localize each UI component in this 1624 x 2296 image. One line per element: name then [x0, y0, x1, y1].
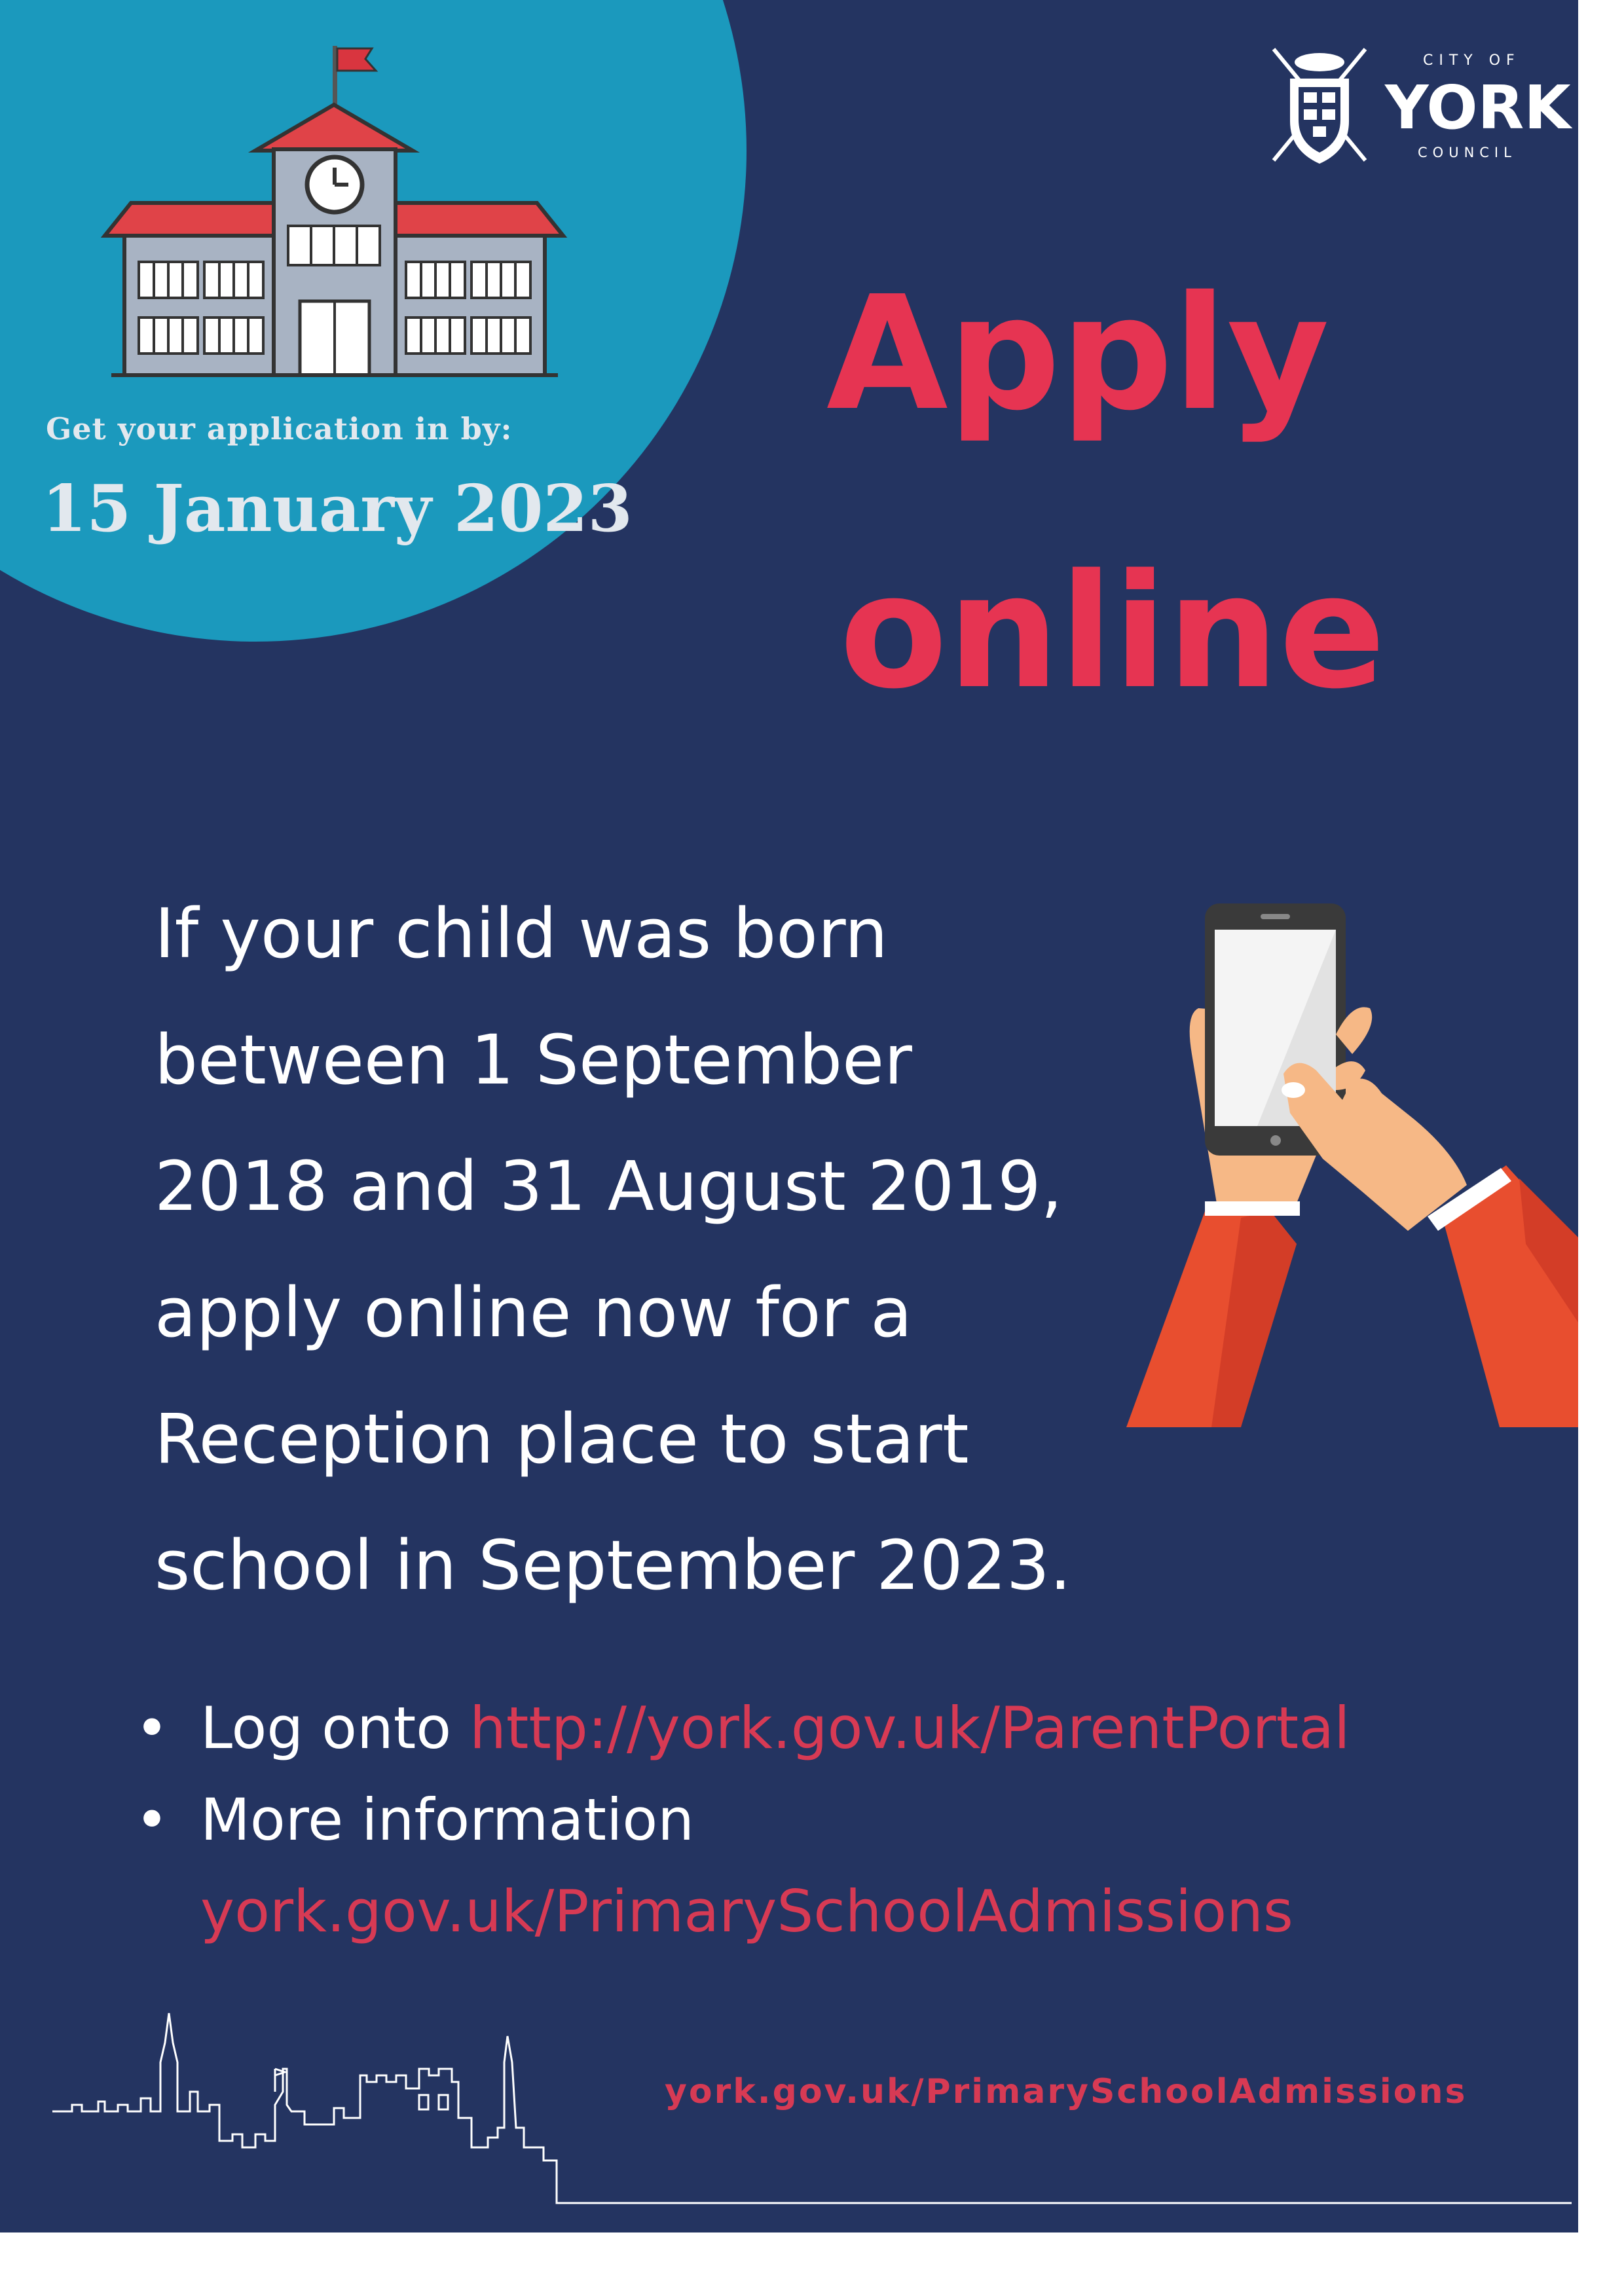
footer-url: york.gov.uk/PrimarySchoolAdmissions: [665, 2072, 1467, 2111]
body-text: [155, 871, 1150, 1629]
headline-line-2: online: [840, 540, 1386, 723]
bullet-more-info: [135, 1774, 1350, 1866]
deadline-label: Get your application in by:: [46, 411, 513, 446]
body-line-3: 2018 and 31 August 2019,: [155, 1146, 1063, 1226]
phone-in-hands-icon: [1126, 903, 1578, 1427]
logo-line-1: CITY OF: [1423, 52, 1521, 69]
info-bullets: [135, 1683, 1350, 1958]
logo-line-2: YORK: [1385, 73, 1571, 143]
flag-icon: [333, 46, 376, 108]
body-line-1: If your child was born: [155, 894, 888, 974]
body-line-6: school in September 2023.: [155, 1525, 1071, 1605]
more-info-text: More information: [200, 1786, 695, 1853]
parent-portal-link[interactable]: http://york.gov.uk/ParentPortal: [470, 1694, 1350, 1762]
body-line-4: apply online now for a: [155, 1273, 912, 1353]
bullet-dot: •: [135, 1786, 169, 1853]
council-logo: [1261, 36, 1575, 187]
coat-of-arms-icon: [1261, 43, 1378, 173]
admissions-link[interactable]: york.gov.uk/PrimarySchoolAdmissions: [200, 1878, 1293, 1945]
bullet-login: [135, 1683, 1350, 1774]
school-building-icon: [92, 39, 576, 386]
body-line-5: Reception place to start: [155, 1399, 969, 1479]
bullet-dot: •: [135, 1694, 169, 1762]
deadline-date: 15 January 2023: [42, 471, 633, 547]
login-text: Log onto: [200, 1694, 452, 1762]
logo-line-3: COUNCIL: [1418, 145, 1517, 160]
headline-line-1: Apply: [826, 262, 1330, 445]
body-line-2: between 1 September: [155, 1020, 912, 1100]
clock-icon: [307, 157, 362, 212]
